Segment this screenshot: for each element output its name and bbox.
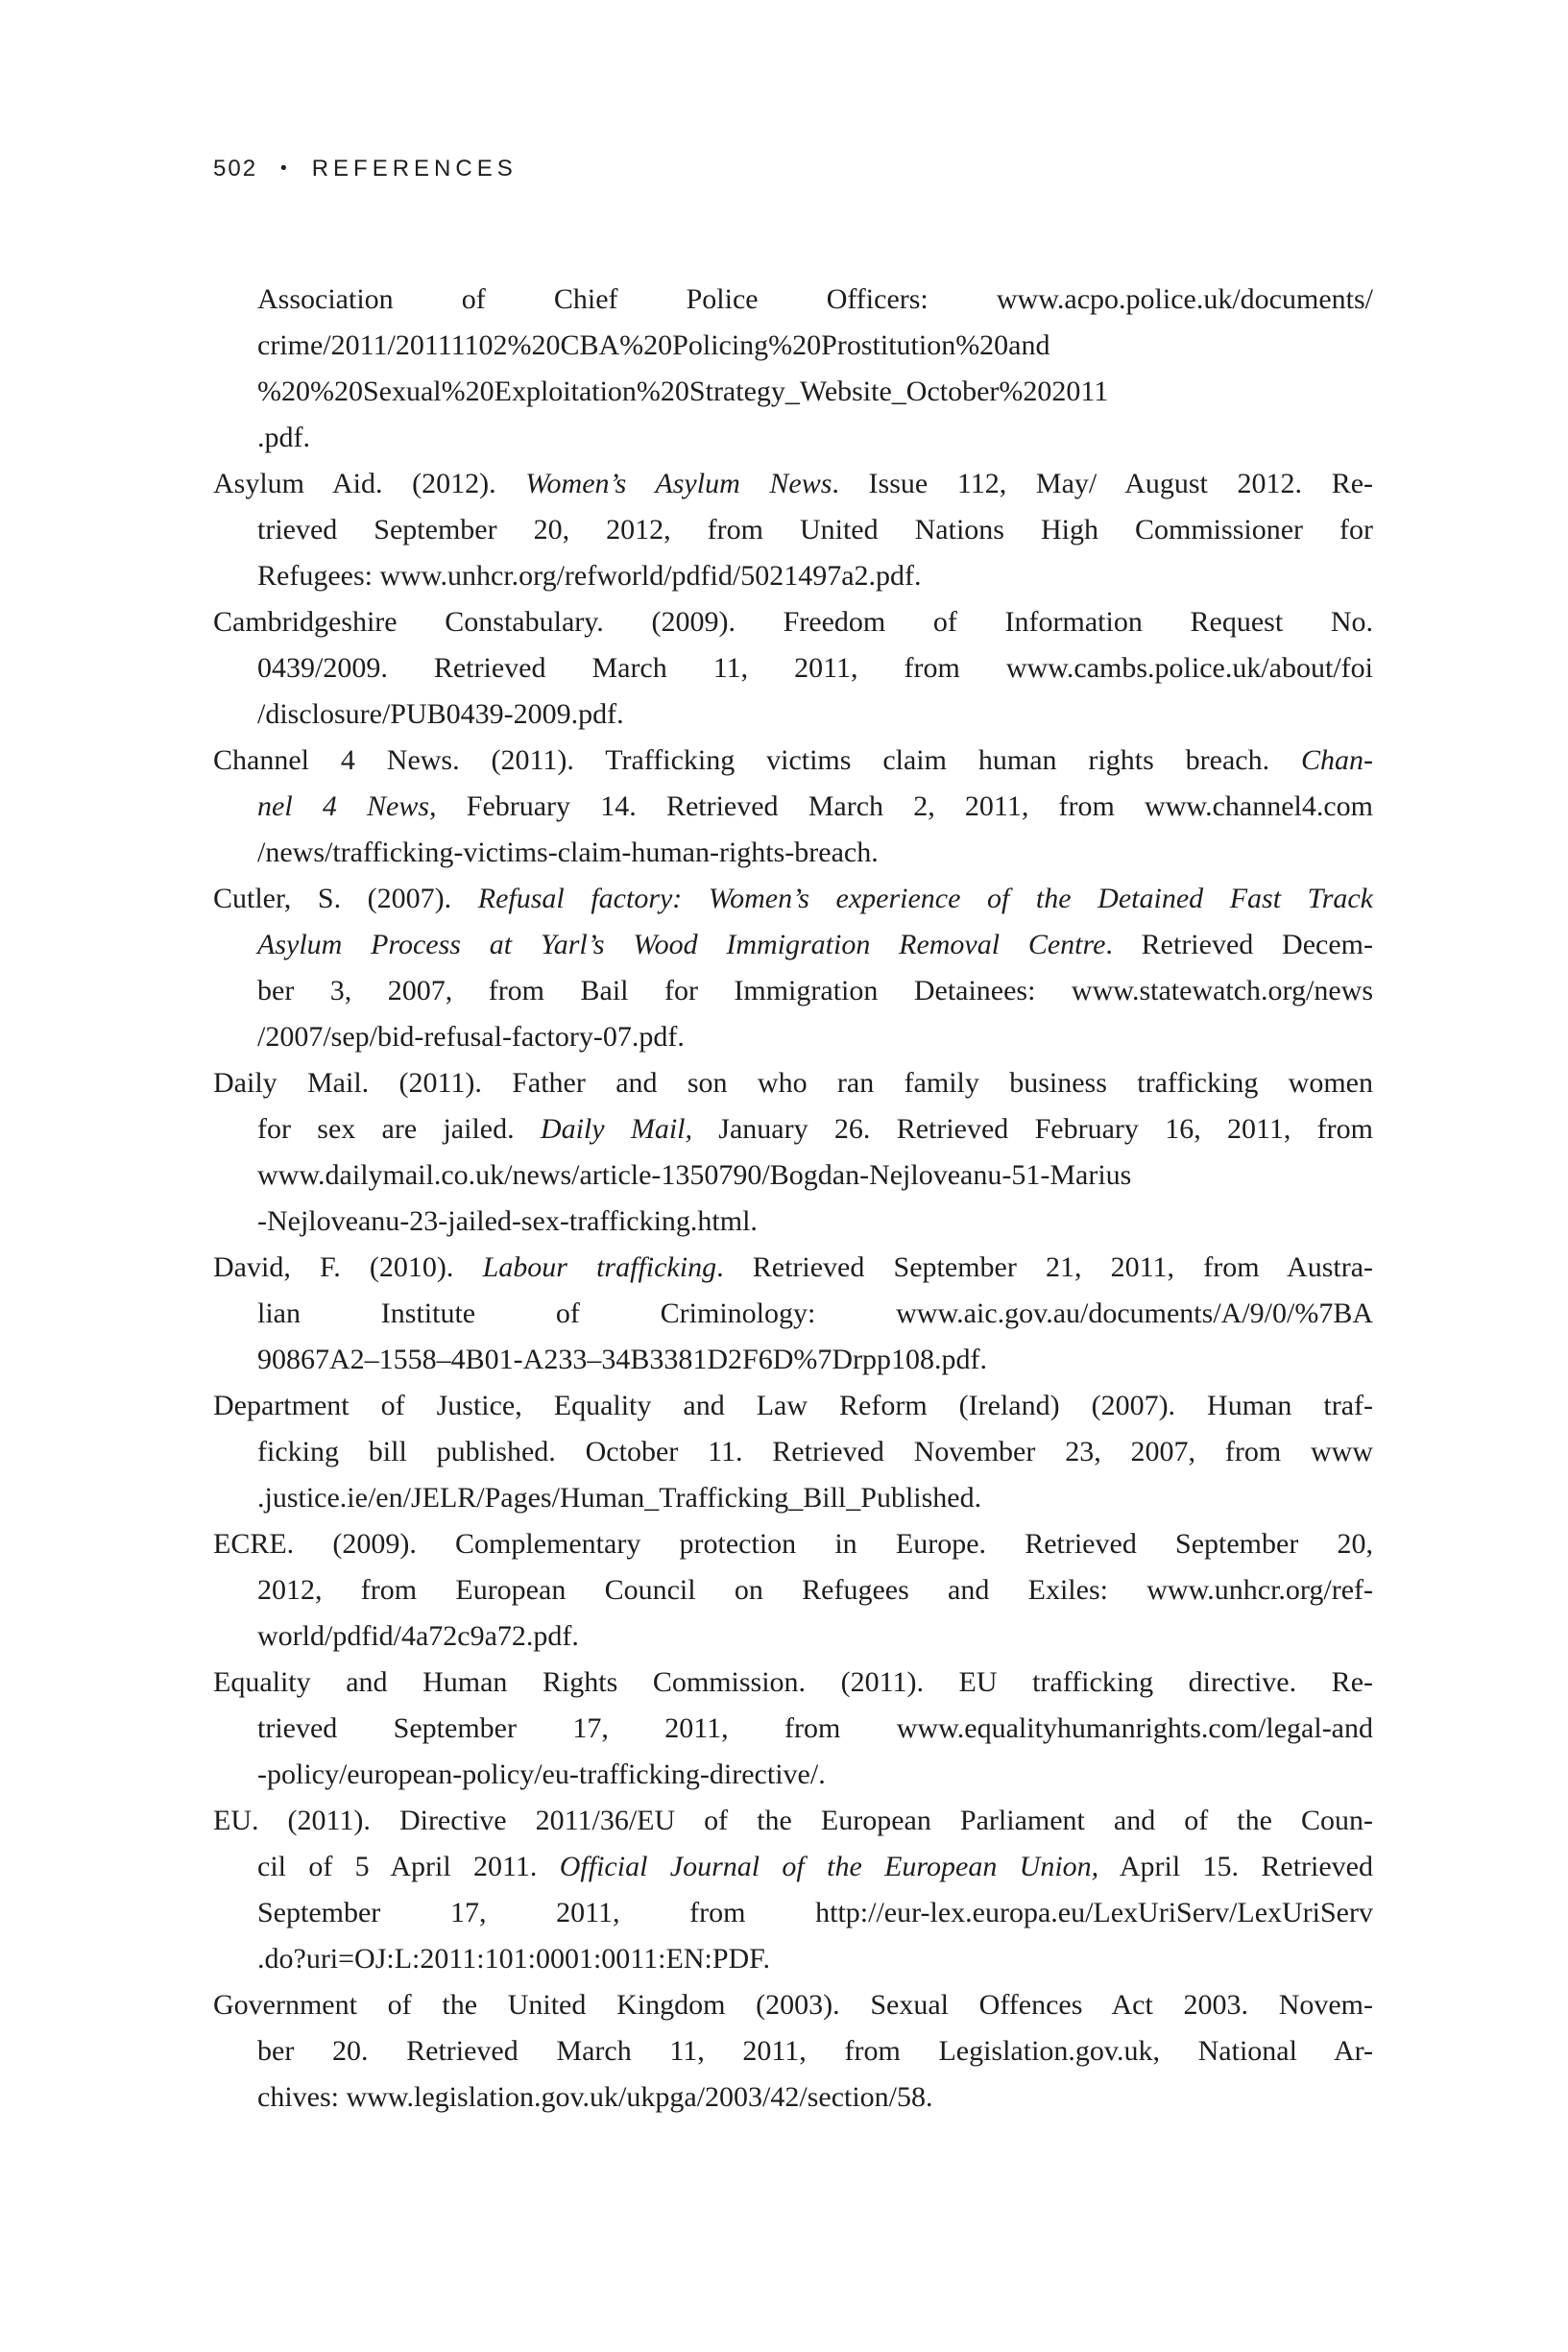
reference-text-segment: world/pdfid/4a72c9a72.pdf. [257,1620,579,1652]
reference-text-segment: Department of Justice, Equality and Law Reform (Ireland) (2007). Human traf- [213,1390,1373,1421]
reference-line [213,507,1373,553]
reference-line [213,1337,1373,1383]
reference-text-segment: %20%20Sexual%20Exploitation%20Strategy_Website_October%202011 [257,376,1109,407]
reference-text-segment: . Retrieved Decem- [1105,929,1373,960]
reference-entry [213,876,1373,1060]
reference-line [213,1844,1373,1890]
reference-title-segment: Women’s Asylum News [525,468,832,499]
reference-line [213,415,1373,461]
reference-line [213,968,1373,1014]
reference-line [213,784,1373,830]
reference-text-segment: ber 20. Retrieved March 11, 2011, from Legislation.gov.uk, National Ar- [257,2035,1373,2067]
reference-entry [213,461,1373,599]
reference-line [213,645,1373,691]
reference-text-segment: February 14. Retrieved March 2, 2011, from www.channel4.com [436,790,1374,822]
reference-text-segment: Channel 4 News. (2011). Trafficking victims claim human rights breach. [213,744,1301,776]
reference-line [213,323,1373,369]
reference-title-segment: Chan- [1301,744,1373,776]
reference-line [213,1613,1373,1660]
reference-text-segment: www.dailymail.co.uk/news/article-1350790/Bogdan-Nejloveanu-51-Marius [257,1159,1132,1191]
reference-entry [213,738,1373,876]
reference-text-segment: Equality and Human Rights Commission. (2011). EU trafficking directive. Re- [213,1666,1373,1698]
reference-text-segment: chives: www.legislation.gov.uk/ukpga/2003/42/section/58. [257,2081,933,2113]
reference-line [213,1567,1373,1613]
reference-entry [213,1245,1373,1383]
reference-entry [213,1521,1373,1660]
reference-text-segment: Cutler, S. (2007). [213,883,478,914]
reference-text-segment: January 26. Retrieved February 16, 2011, from [692,1113,1373,1145]
reference-title-segment: Asylum Process at Yarl’s Wood Immigration Removal Centre [257,929,1106,960]
reference-text-segment: Government of the United Kingdom (2003). Sexual Offences Act 2003. Novem- [213,1989,1373,2021]
reference-text-segment: .do?uri=OJ:L:2011:101:0001:0011:EN:PDF. [257,1943,770,1975]
reference-line [213,1890,1373,1936]
reference-line [213,461,1373,507]
reference-text-segment: . Retrieved September 21, 2011, from Austra- [716,1251,1374,1283]
reference-line [213,599,1373,645]
reference-line [213,2074,1373,2121]
reference-list [213,277,1373,2121]
reference-text-segment: 0439/2009. Retrieved March 11, 2011, from www.cambs.police.uk/about/foi [257,652,1373,684]
reference-entry [213,1383,1373,1521]
reference-text-segment: ber 3, 2007, from Bail for Immigration Detainees: www.statewatch.org/news [257,975,1373,1006]
reference-text-segment: 90867A2–1558–4B01-A233–34B3381D2F6D%7Drpp108.pdf. [257,1344,987,1375]
separator-bullet-icon: • [280,158,287,179]
section-title: REFERENCES [311,156,518,182]
reference-line [213,876,1373,922]
reference-text-segment: cil of 5 April 2011. [257,1851,560,1882]
reference-line [213,553,1373,599]
reference-entry [213,277,1373,461]
reference-text-segment: ECRE. (2009). Complementary protection in Europe. Retrieved September 20, [213,1528,1373,1560]
reference-line [213,1660,1373,1706]
reference-title-segment: Refusal factory: Women’s experience of the Detained Fast Track [477,883,1374,914]
reference-line [213,1199,1373,1245]
reference-line [213,691,1373,738]
reference-line [213,1429,1373,1475]
reference-line [213,1383,1373,1429]
reference-line [213,738,1373,784]
reference-text-segment: Daily Mail. (2011). Father and son who ran family business trafficking women [213,1067,1373,1099]
reference-text-segment: lian Institute of Criminology: www.aic.gov.au/documents/A/9/0/%7BA [257,1297,1373,1329]
reference-line [213,1106,1373,1152]
reference-line [213,1475,1373,1521]
reference-entry [213,599,1373,738]
reference-line [213,1706,1373,1752]
reference-text-segment: . Issue 112, May/ August 2012. Re- [832,468,1374,499]
reference-text-segment: /disclosure/PUB0439-2009.pdf. [257,698,624,730]
reference-title-segment: Official Journal of the European Union, [559,1851,1099,1882]
reference-line [213,1060,1373,1106]
reference-text-segment: 2012, from European Council on Refugees and Exiles: www.unhcr.org/ref- [257,1574,1373,1606]
reference-text-segment: trieved September 17, 2011, from www.equalityhumanrights.com/legal-and [257,1712,1373,1744]
reference-text-segment: for sex are jailed. [257,1113,541,1145]
reference-text-segment: Refugees: www.unhcr.org/refworld/pdfid/5021497a2.pdf. [257,560,922,592]
reference-line [213,1521,1373,1567]
page-number: 502 [213,156,258,182]
reference-text-segment: /news/trafficking-victims-claim-human-rights-breach. [257,837,879,868]
reference-text-segment: EU. (2011). Directive 2011/36/EU of the European Parliament and of the Coun- [213,1805,1373,1836]
reference-text-segment: Association of Chief Police Officers: www.acpo.police.uk/documents/ [257,283,1373,315]
reference-title-segment: nel 4 News, [257,790,437,822]
reference-entry [213,1060,1373,1245]
reference-line [213,2028,1373,2074]
reference-text-segment: April 15. Retrieved [1098,1851,1373,1882]
reference-text-segment: .justice.ie/en/JELR/Pages/Human_Trafficking_Bill_Published. [257,1482,982,1514]
reference-line [213,1936,1373,1982]
reference-text-segment: Asylum Aid. (2012). [213,468,526,499]
reference-entry [213,1660,1373,1798]
reference-text-segment: crime/2011/20111102%20CBA%20Policing%20Prostitution%20and [257,329,1050,361]
reference-line [213,369,1373,415]
reference-line [213,1291,1373,1337]
reference-text-segment: ficking bill published. October 11. Retrieved November 23, 2007, from www [257,1436,1373,1467]
reference-title-segment: Daily Mail, [540,1113,693,1145]
reference-text-segment: trieved September 20, 2012, from United Nations High Commissioner for [257,514,1373,546]
reference-line [213,1798,1373,1844]
reference-entry [213,1798,1373,1982]
reference-title-segment: Labour trafficking [482,1251,717,1283]
reference-line [213,1152,1373,1199]
reference-text-segment: Cambridgeshire Constabulary. (2009). Freedom of Information Request No. [213,606,1373,638]
reference-line [213,1982,1373,2028]
reference-text-segment: /2007/sep/bid-refusal-factory-07.pdf. [257,1021,685,1053]
reference-text-segment: .pdf. [257,422,310,453]
reference-text-segment: David, F. (2010). [213,1251,483,1283]
reference-text-segment: -Nejloveanu-23-jailed-sex-trafficking.html. [257,1205,758,1237]
reference-line [213,922,1373,968]
reference-line [213,1014,1373,1060]
reference-line [213,830,1373,876]
reference-line [213,1752,1373,1798]
reference-text-segment: -policy/european-policy/eu-trafficking-directive/. [257,1758,826,1790]
reference-entry [213,1982,1373,2121]
reference-line [213,277,1373,323]
reference-text-segment: September 17, 2011, from http://eur-lex.europa.eu/LexUriServ/LexUriServ [257,1897,1373,1928]
reference-line [213,1245,1373,1291]
running-header [213,158,518,181]
